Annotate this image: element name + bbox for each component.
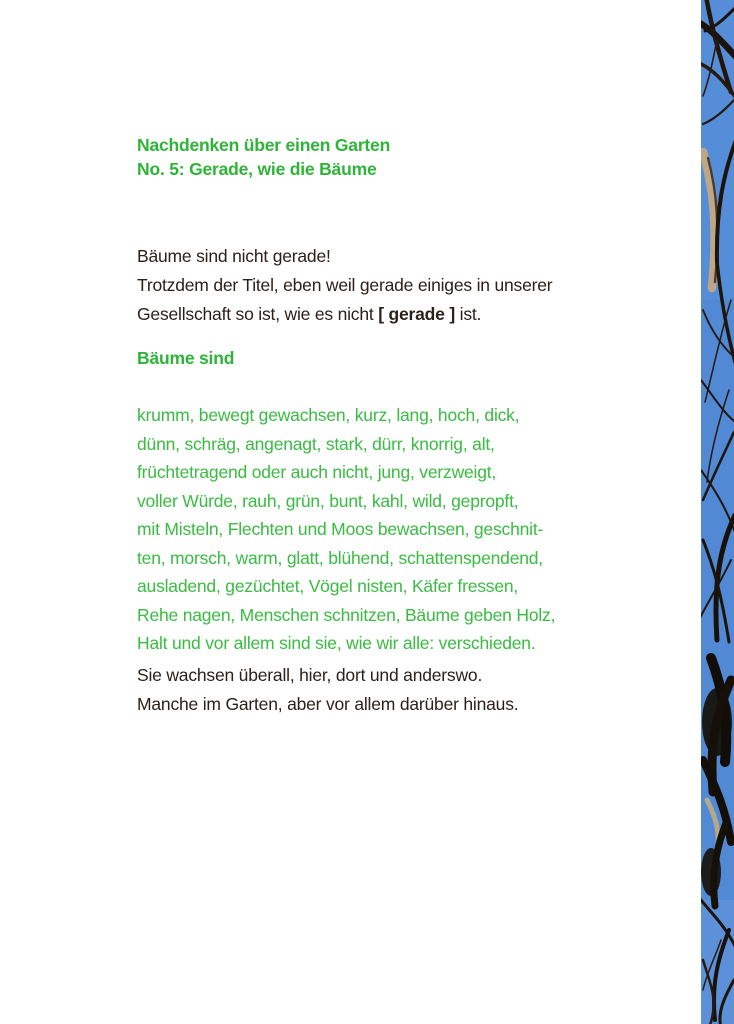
outro-paragraph [137, 661, 518, 719]
outro-line-1: Sie wachsen überall, hier, dort und anderswo. [137, 665, 483, 685]
list-line: Halt und vor allem sind sie, wie wir alle: verschieden. [137, 633, 536, 653]
list-line: krumm, bewegt gewachsen, kurz, lang, hoch, dick, [137, 405, 520, 425]
intro-line-3 [137, 300, 552, 329]
title-line-1: Nachdenken über einen Garten [137, 135, 391, 155]
list-line: Rehe nagen, Menschen schnitzen, Bäume geben Holz, [137, 604, 556, 625]
title-line-2: No. 5: Gerade, wie die Bäume [137, 159, 377, 179]
subheading-baeume-sind: Bäume sind [137, 348, 235, 368]
list-line: ten, morsch, warm, glatt, blühend, schattenspendend, [137, 547, 543, 568]
page-title [137, 133, 390, 181]
intro-paragraph [137, 242, 552, 329]
list-line: mit Misteln, Flechten und Moos bewachsen, geschnit- [137, 519, 544, 539]
green-adjective-list [137, 401, 555, 658]
intro-line-3-before: Gesellschaft so ist, wie es nicht [137, 304, 379, 324]
intro-line-2: Trotzdem der Titel, eben weil gerade einiges in unserer [137, 275, 553, 295]
tree-branches-photo [701, 0, 734, 1024]
list-line: dünn, schräg, angenagt, stark, dürr, knorrig, alt, [137, 433, 495, 454]
intro-line-3-bold: [ gerade ] [378, 304, 455, 324]
list-line: früchtetragend oder auch nicht, jung, verzweigt, [137, 462, 497, 482]
outro-line-2: Manche im Garten, aber vor allem darüber hinaus. [137, 694, 519, 714]
intro-line-3-after: ist. [455, 304, 482, 324]
list-line: ausladend, gezüchtet, Vögel nisten, Käfer fressen, [137, 576, 519, 596]
intro-line-1: Bäume sind nicht gerade! [137, 246, 331, 266]
list-line: voller Würde, rauh, grün, bunt, kahl, wild, gepropft, [137, 490, 519, 511]
tree-branches-illustration [701, 0, 734, 1024]
